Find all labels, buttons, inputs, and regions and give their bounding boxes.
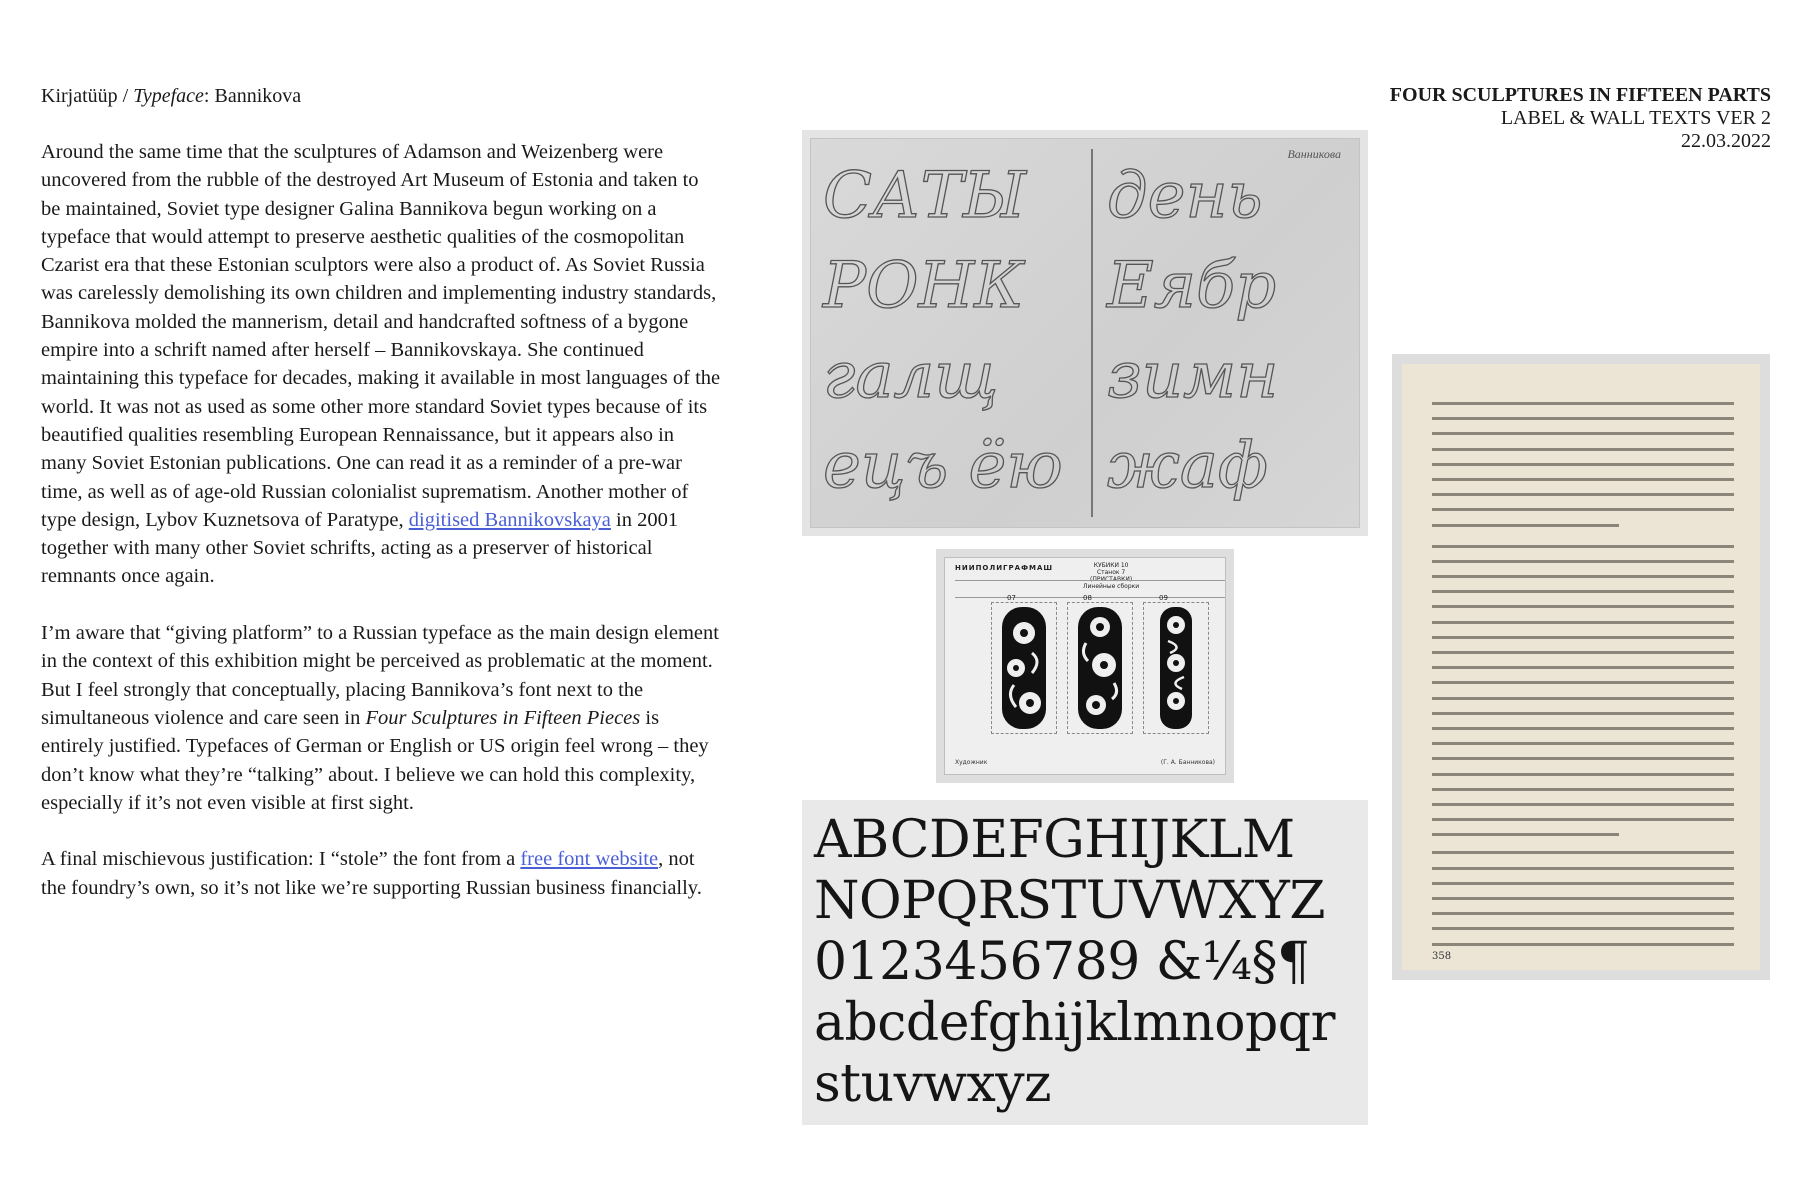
- sketch-image: [802, 130, 1368, 536]
- document-header: [1390, 84, 1771, 153]
- book-page: [1402, 364, 1760, 970]
- exhibition-title: FOUR SCULPTURES IN FIFTEEN PARTS: [1389, 84, 1771, 106]
- paragraph-1: [41, 138, 721, 591]
- paragraph-3-text-b: , not the foundry’s own, so it’s not like we’re supporting Russian business financially.: [41, 848, 702, 899]
- ornament-box: [991, 602, 1057, 734]
- ornament-org: НИИПОЛИГРАФМАШ: [955, 564, 1054, 572]
- sketch-left-row: РОНК: [823, 249, 1024, 323]
- document-subtitle: LABEL & WALL TEXTS VER 2: [1500, 107, 1771, 129]
- ornament-box: [1067, 602, 1133, 734]
- ornament-heading-line: (ПРИСТАВКИ): [1090, 576, 1133, 583]
- sketch-left-row: ецъ ёю: [823, 429, 1063, 503]
- sketch-right-row: Еябр: [1107, 249, 1277, 323]
- paragraph-1-text-a: Around the same time that the sculptures of Adamson and Weizenberg were uncovered from the rubble of the destroyed Art Museum of Estonia and taken to be maintained, Soviet type designer Galina Bannikova begun working on a typeface that would attempt to preserve aesthetic qualities of the cosmopolitan Czarist era that these Estonian sculptors were also a product of. As Soviet Russia was carelessly demolishing its own children and implementing industry standards, Bannikova molded the mannerism, detail and handcrafted softness of a bygone empire into a schrift named after herself – Bannikovskaya. She continued maintaining this typeface for decades, making it available in most languages of the world. It was not as used as some other more standard Soviet types because of its beautified qualities resembling European Rennaissance, but it appears also in many Soviet Estonian publications. One can read it as a reminder of a pre-war time, as well as of age-old Russian colonialist suprematism. Another mother of type design, Lybov Kuznetsova of Paratype,: [41, 141, 721, 531]
- ornament-footer-right: (Г. А. Банникова): [1160, 759, 1215, 766]
- sketch-right-row: жаф: [1107, 429, 1268, 503]
- floral-ornament-icon: [1068, 603, 1132, 733]
- paragraph-2: [41, 619, 721, 817]
- paragraph-2-text-b: is entirely justified. Typefaces of German or English or US origin feel wrong – they don’t know what they’re “talking” about. I believe we can hold this complexity, especially if it’s not even visible at first sight.: [41, 706, 709, 814]
- sketch-signature: Ванникова: [1287, 147, 1341, 161]
- specimen-glyphs: [814, 810, 1335, 1115]
- typeface-label-name: : Bannikova: [203, 85, 302, 107]
- floral-ornament-icon: [992, 603, 1056, 733]
- paragraph-3: [41, 845, 721, 902]
- specimen-uppercase-1: ABCDEFGHIJKLM: [814, 810, 1295, 870]
- typeface-label-prefix: Kirjatüüp /: [41, 85, 134, 107]
- paragraph-1-text-b: in 2001 together with many other Soviet schrifts, acting as a preserver of historical remnants once again.: [41, 508, 679, 588]
- page-text-lines: [1432, 402, 1734, 958]
- sketch-left-column: [823, 151, 1093, 511]
- document-date: 22.03.2022: [1681, 130, 1771, 152]
- sketch-right-row: день: [1107, 159, 1263, 233]
- ornament-number: 07: [1007, 594, 1016, 602]
- specimen-numerals: 0123456789 &¼§¶: [814, 932, 1310, 992]
- ornament-heading-line: Станок 7: [1096, 569, 1126, 576]
- book-page-scan: [1392, 354, 1770, 980]
- free-font-website-link[interactable]: free font website: [520, 848, 659, 871]
- specimen-lowercase-2: stuvwxyz: [814, 1054, 1052, 1114]
- ornament-box: [1143, 602, 1209, 734]
- ornament-footer-left: Художник: [955, 759, 988, 766]
- ornament-heading-line: Линейные сборки: [1083, 583, 1140, 590]
- digitised-bannikovskaya-link[interactable]: digitised Bannikovskaya: [408, 508, 611, 531]
- sketch-left-row: галщ: [823, 339, 999, 413]
- typeface-specimen: [802, 800, 1368, 1125]
- paragraph-3-text-a: A final mischievous justification: I “stole” the font from a: [41, 848, 521, 871]
- ornament-sheet-image: [936, 549, 1234, 783]
- ornament-number: 09: [1159, 594, 1168, 602]
- floral-ornament-icon: [1144, 603, 1208, 733]
- specimen-lowercase-1: abcdefghijklmnopqr: [814, 993, 1335, 1053]
- ornament-heading-line: КУБИКИ 10: [1093, 562, 1129, 569]
- sketch-paper: [810, 138, 1360, 528]
- sketch-left-row: САТЫ: [823, 159, 1027, 233]
- body-text: [41, 138, 721, 930]
- typeface-label: [41, 84, 301, 108]
- ornament-number: 08: [1083, 594, 1092, 602]
- sketch-right-row: зимн: [1107, 339, 1279, 413]
- ornament-sheet: [944, 557, 1226, 775]
- sketch-right-column: [1107, 151, 1368, 511]
- exhibition-title-italic: Four Sculptures in Fifteen Pieces: [365, 706, 641, 729]
- specimen-uppercase-2: NOPQRSTUVWXYZ: [814, 871, 1326, 931]
- paragraph-2-text-a: I’m aware that “giving platform” to a Russian typeface as the main design element in the context of this exhibition might be perceived as problematic at the moment. But I feel strongly that conceptually, placing Bannikova’s font next to the simultaneous violence and care seen in: [41, 622, 719, 729]
- page-number: 358: [1432, 951, 1452, 962]
- typeface-label-italic: Typeface: [133, 85, 204, 107]
